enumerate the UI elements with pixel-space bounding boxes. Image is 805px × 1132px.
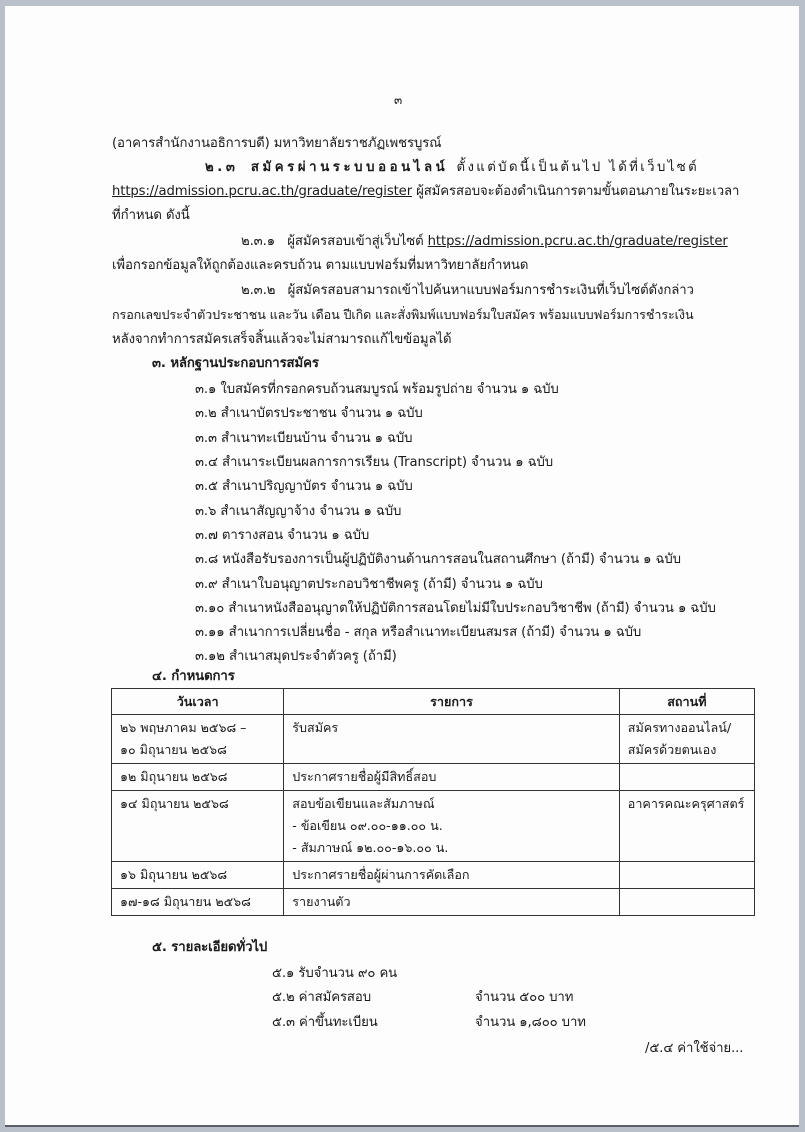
item-line: สอบข้อเขียนและสัมภาษณ์: [292, 796, 435, 811]
document-page: [5, 6, 799, 1127]
item-2-3-2-cont: กรอกเลขประจำตัวประชาชน และวัน เดือน ปีเกิด และสั่งพิมพ์แบบฟอร์มใบสมัคร พร้อมแบบฟอร์มการชำระเงิน: [112, 307, 694, 322]
section-2-3-title: สมัครผ่านระบบออนไลน์: [250, 160, 449, 175]
page-number: ๓: [394, 93, 403, 107]
item-2-3-2-number: ๒.๓.๒: [241, 283, 276, 298]
cell-date: [112, 889, 284, 916]
section-3-item: ๓.๑ ใบสมัครที่กรอกครบถ้วนสมบูรณ์ พร้อมรูปถ่าย จำนวน ๑ ฉบับ: [195, 382, 559, 397]
column-header-place: สถานที่: [619, 689, 754, 715]
section-3-heading: ๓. หลักฐานประกอบการสมัคร: [152, 356, 319, 371]
table-row: [112, 862, 755, 889]
table-row: [112, 889, 755, 916]
section-3-item: ๓.๔ สำเนาระเบียนผลการการเรียน (Transcript) จำนวน ๑ ฉบับ: [195, 455, 554, 470]
date-line: ๑๒ มิถุนายน ๒๕๖๘: [120, 769, 228, 784]
cell-date: [112, 862, 284, 889]
register-link-2[interactable]: https://admission.pcru.ac.th/graduate/register: [427, 234, 728, 249]
section-2-3-url-line: [112, 183, 739, 201]
cell-place: [619, 889, 754, 916]
date-line: ๒๖ พฤษภาคม ๒๕๖๘ –: [120, 720, 247, 735]
table-row: [112, 791, 755, 862]
date-line: ๑๔ มิถุนายน ๒๕๖๘: [120, 796, 229, 811]
item-2-3-2-cont2: หลังจากทำการสมัครเสร็จสิ้นแล้วจะไม่สามารถแก้ไขข้อมูลได้: [112, 332, 452, 347]
column-header-date: วันเวลา: [112, 689, 284, 715]
cell-item: [284, 889, 620, 916]
item-2-3-2: [241, 282, 694, 300]
section-2-3-text: ตั้งแต่บัดนี้เป็นต้นไป ได้ที่เว็บไซต์: [456, 160, 700, 175]
cell-place: [619, 764, 754, 791]
section-2-3-number: ๒.๓: [205, 160, 239, 175]
section-3-item: ๓.๕ สำเนาปริญญาบัตร จำนวน ๑ ฉบับ: [195, 479, 413, 494]
section-3-item: ๓.๑๒ สำเนาสมุดประจำตัวครู (ถ้ามี): [195, 649, 397, 664]
column-header-item: รายการ: [284, 689, 620, 715]
place-line: สมัครด้วยตนเอง: [627, 742, 717, 757]
section-5-item-amount: จำนวน ๑,๘๐๐ บาท: [475, 1015, 586, 1030]
item-2-3-1: [241, 233, 728, 251]
item-line: รับสมัคร: [292, 720, 339, 735]
item-2-3-1-text: ผู้สมัครสอบเข้าสู่เว็บไซต์: [287, 234, 424, 249]
section-3-item: ๓.๘ หนังสือรับรองการเป็นผู้ปฏิบัติงานด้านการสอนในสถานศึกษา (ถ้ามี) จำนวน ๑ ฉบับ: [195, 552, 681, 567]
item-line: - สัมภาษณ์ ๑๒.๐๐-๑๖.๐๐ น.: [292, 840, 449, 855]
cell-date: [112, 791, 284, 862]
cell-item: [284, 791, 620, 862]
table-row: [112, 764, 755, 791]
register-link[interactable]: https://admission.pcru.ac.th/graduate/register: [112, 184, 413, 199]
section-5-heading: ๕. รายละเอียดทั่วไป: [152, 940, 268, 955]
section-3-item: ๓.๗ ตารางสอน จำนวน ๑ ฉบับ: [195, 528, 370, 543]
item-2-3-1-number: ๒.๓.๑: [241, 234, 275, 249]
section-4-heading: ๔. กำหนดการ: [152, 669, 235, 684]
cell-item: [284, 715, 620, 764]
schedule-table: [111, 688, 755, 916]
place-line: สมัครทางออนไลน์/: [627, 720, 732, 735]
table-row: [112, 715, 755, 764]
item-line: - ข้อเขียน ๐๙.๐๐-๑๑.๐๐ น.: [292, 818, 443, 833]
date-line: ๑๐ มิถุนายน ๒๕๖๘: [120, 742, 227, 757]
item-2-3-1-cont: เพื่อกรอกข้อมูลให้ถูกต้องและครบถ้วน ตามแบบฟอร์มที่มหาวิทยาลัยกำหนด: [112, 258, 529, 273]
intro-line: (อาคารสำนักงานอธิการบดี) มหาวิทยาลัยราชภัฏเพชรบูรณ์: [112, 136, 442, 151]
cell-place: [619, 715, 754, 764]
section-5-item-label: ๕.๒ ค่าสมัครสอบ: [272, 990, 371, 1005]
section-3-item: ๓.๓ สำเนาทะเบียนบ้าน จำนวน ๑ ฉบับ: [195, 431, 413, 446]
section-3-item: ๓.๑๑ สำเนาการเปลี่ยนชื่อ - สกุล หรือสำเนาทะเบียนสมรส (ถ้ามี) จำนวน ๑ ฉบับ: [195, 625, 642, 640]
section-3-item: ๓.๖ สำเนาสัญญาจ้าง จำนวน ๑ ฉบับ: [195, 504, 402, 519]
date-line: ๑๗-๑๘ มิถุนายน ๒๕๖๘: [120, 894, 251, 909]
section-2-3-text-cont: ผู้สมัครสอบจะต้องดำเนินการตามขั้นตอนภายในระยะเวลา: [416, 184, 740, 199]
item-line: ประกาศรายชื่อผู้ผ่านการคัดเลือก: [292, 867, 470, 882]
cell-place: [619, 791, 754, 862]
cell-item: [284, 764, 620, 791]
section-5-item-amount: จำนวน ๕๐๐ บาท: [475, 990, 574, 1005]
cell-place: [619, 862, 754, 889]
place-line: อาคารคณะครุศาสตร์: [627, 796, 745, 811]
section-2-3-text-cont2: ที่กำหนด ดังนี้: [112, 208, 190, 223]
section-3-item: ๓.๑๐ สำเนาหนังสืออนุญาตให้ปฏิบัติการสอนโดยไม่มีใบประกอบวิชาชีพ (ถ้ามี) จำนวน ๑ ฉบับ: [195, 601, 716, 616]
schedule-header-row: [112, 689, 755, 715]
item-line: ประกาศรายชื่อผู้มีสิทธิ์สอบ: [292, 769, 437, 784]
cell-date: [112, 764, 284, 791]
section-3-item: ๓.๒ สำเนาบัตรประชาชน จำนวน ๑ ฉบับ: [195, 406, 423, 421]
cell-date: [112, 715, 284, 764]
item-2-3-2-text: ผู้สมัครสอบสามารถเข้าไปค้นหาแบบฟอร์มการชำระเงินที่เว็บไซต์ดังกล่าว: [287, 283, 694, 298]
section-3-item: ๓.๙ สำเนาใบอนุญาตประกอบวิชาชีพครู (ถ้ามี) จำนวน ๑ ฉบับ: [195, 577, 543, 592]
section-5-item-label: ๕.๑ รับจำนวน ๙๐ คน: [272, 966, 398, 981]
section-2-3-line: [205, 159, 699, 177]
cell-item: [284, 862, 620, 889]
item-line: รายงานตัว: [292, 894, 351, 909]
date-line: ๑๖ มิถุนายน ๒๕๖๘: [120, 867, 228, 882]
section-5-item-label: ๕.๓ ค่าขึ้นทะเบียน: [272, 1015, 378, 1030]
continuation-note: /๕.๔ ค่าใช้จ่าย...: [645, 1041, 744, 1056]
